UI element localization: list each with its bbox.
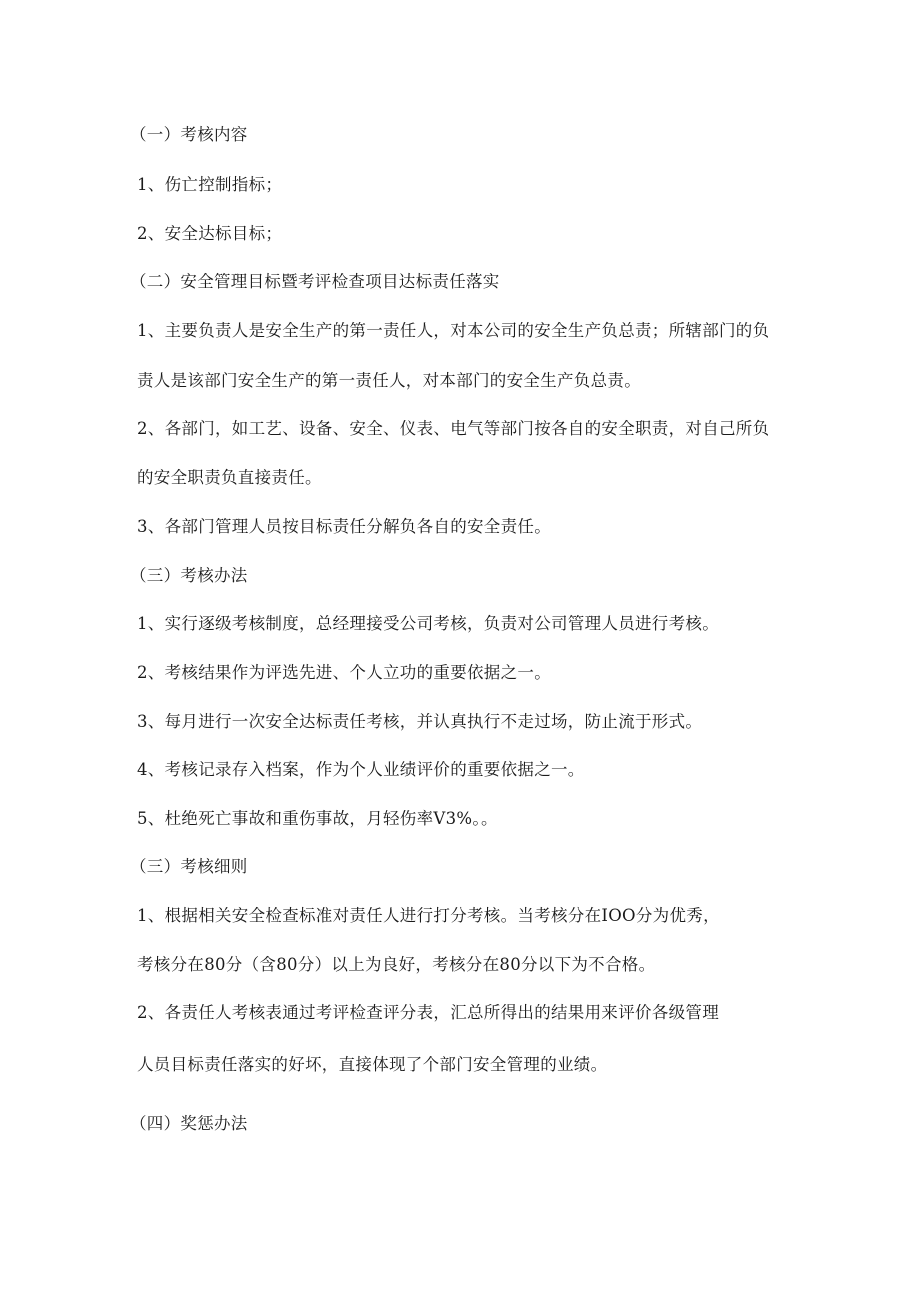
paragraph-line: 4、考核记录存入档案，作为个人业绩评价的重要依据之一。: [137, 760, 585, 779]
paragraph-line: 的安全职责负直接责任。: [137, 468, 322, 487]
paragraph-line: 2、安全达标目标；: [137, 224, 283, 243]
paragraph-line: 1、根据相关安全检查标准对责任人进行打分考核。当考核分在IOO分为优秀，: [137, 906, 720, 925]
section-heading-1: （一）考核内容: [130, 125, 248, 144]
section-heading-4: （三）考核细则: [130, 857, 248, 876]
section-heading-2: （二）安全管理目标暨考评检查项目达标责任落实: [130, 272, 500, 291]
paragraph-line: 2、各部门，如工艺、设备、安全、仪表、电气等部门按各自的安全职责，对自己所负: [137, 419, 770, 438]
paragraph-line: 1、伤亡控制指标；: [137, 175, 283, 194]
section-heading-5: （四）奖惩办法: [130, 1114, 248, 1133]
paragraph-line: 人员目标责任落实的好坏，直接体现了个部门安全管理的业绩。: [137, 1055, 608, 1074]
paragraph-line: 3、各部门管理人员按目标责任分解负各自的安全责任。: [137, 517, 551, 536]
paragraph-line: 5、杜绝死亡事故和重伤事故，月轻伤率V3%。。: [137, 809, 498, 828]
paragraph-line: 责人是该部门安全生产的第一责任人，对本部门的安全生产负总责。: [137, 371, 641, 390]
paragraph-line: 1、主要负责人是安全生产的第一责任人，对本公司的安全生产负总责；所辖部门的负: [137, 321, 770, 340]
paragraph-line: 考核分在80分（含80分）以上为良好，考核分在80分以下为不合格。: [137, 955, 656, 974]
paragraph-line: 2、各责任人考核表通过考评检查评分表，汇总所得出的结果用来评价各级管理: [137, 1003, 719, 1022]
paragraph-line: 2、考核结果作为评选先进、个人立功的重要依据之一。: [137, 663, 551, 682]
section-heading-3: （三）考核办法: [130, 566, 248, 585]
paragraph-line: 1、实行逐级考核制度，总经理接受公司考核，负责对公司管理人员进行考核。: [137, 614, 719, 633]
paragraph-line: 3、每月进行一次安全达标责任考核，并认真执行不走过场，防止流于形式。: [137, 712, 703, 731]
